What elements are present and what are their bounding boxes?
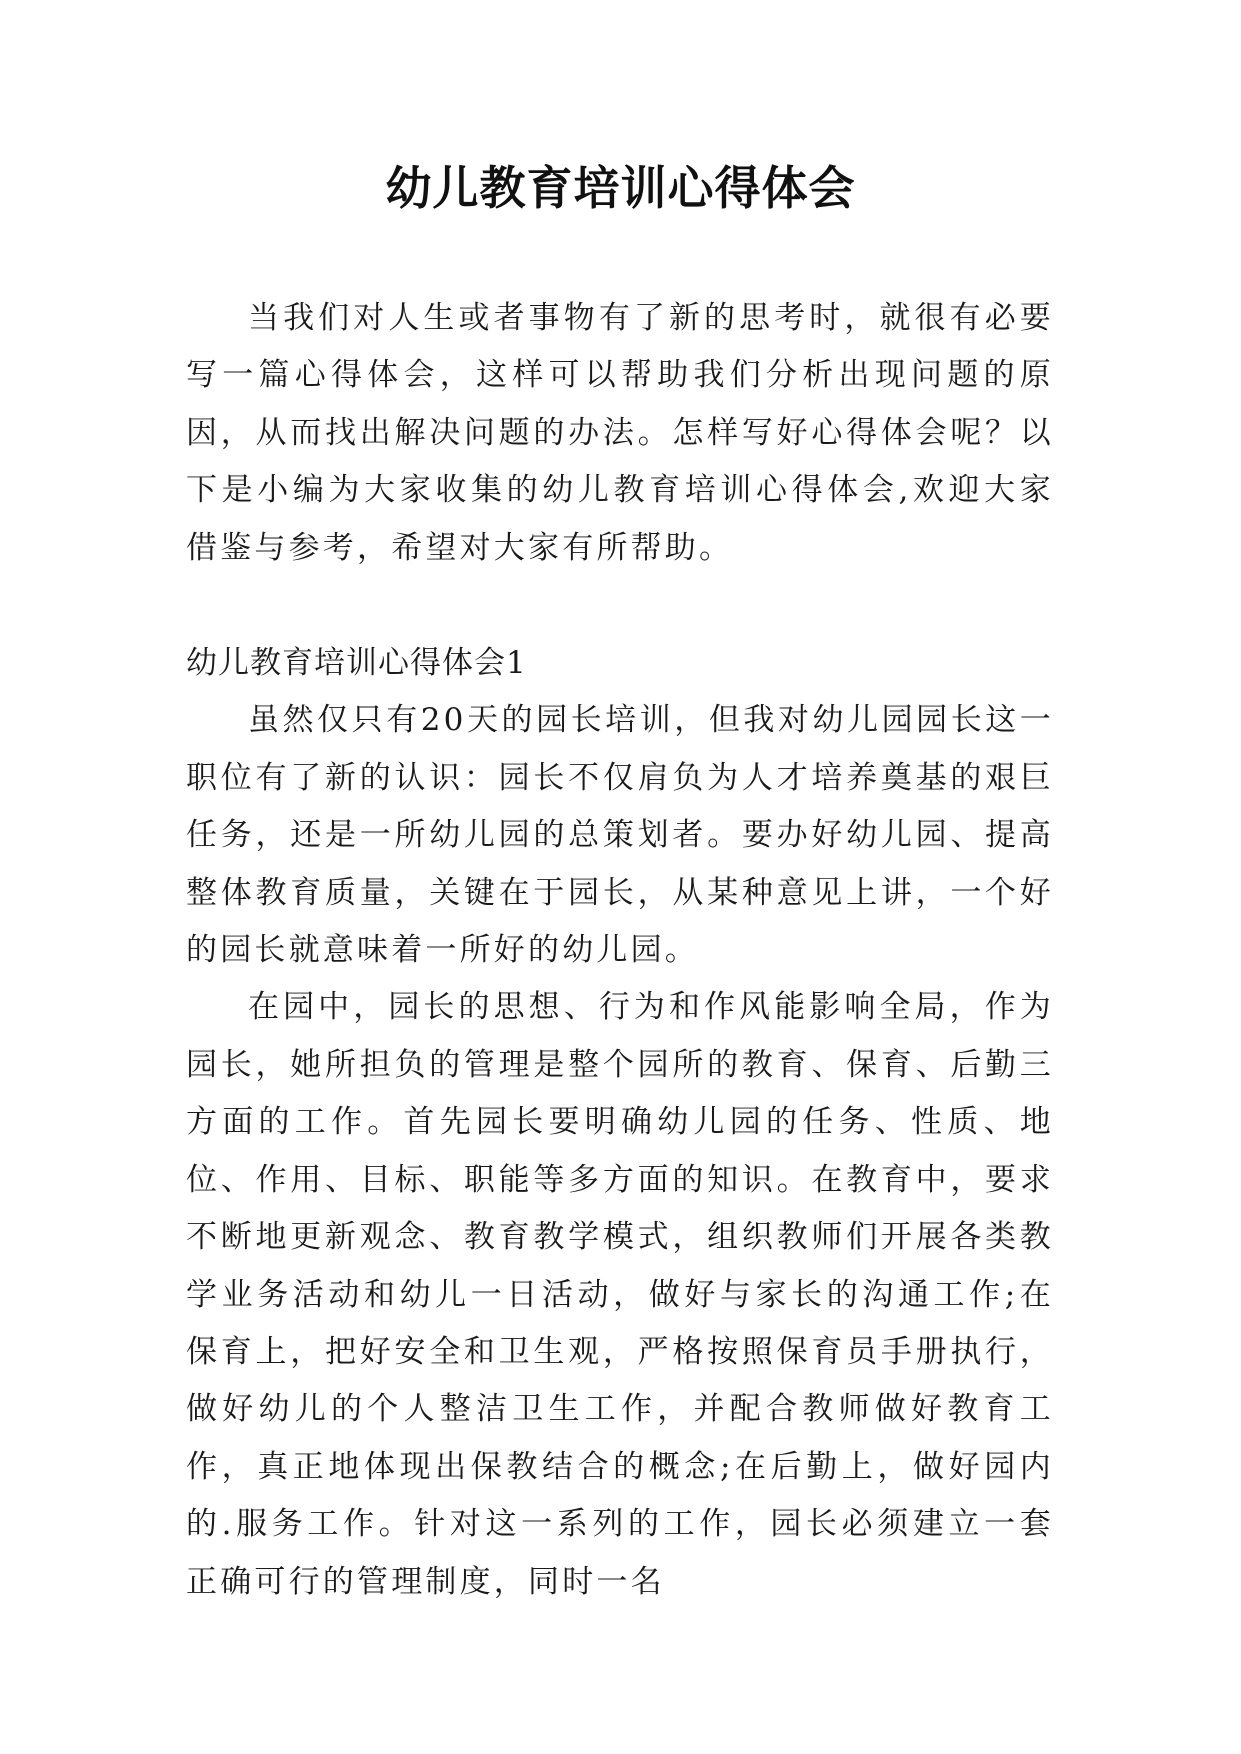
body-paragraph-1: 虽然仅只有20天的园长培训，但我对幼儿园园长这一职位有了新的认识：园长不仅肩负为人才培养奠基的艰巨任务，还是一所幼儿园的总策划者。要办好幼儿园、提高整体教育质量，关键在于园长，从某种意见上讲，一个好的园长就意味着一所好的幼儿园。	[186, 702, 1054, 969]
document-title: 幼儿教育培训心得体会	[385, 161, 856, 215]
document-body	[186, 290, 1054, 1611]
intro-paragraph: 当我们对人生或者事物有了新的思考时，就很有必要写一篇心得体会，这样可以帮助我们分析出现问题的原因，从而找出解决问题的办法。怎样写好心得体会呢？以下是小编为大家收集的幼儿教育培训心得体会,欢迎大家借鉴与参考，希望对大家有所帮助。	[186, 300, 1054, 566]
section-heading: 幼儿教育培训心得体会1	[186, 645, 527, 682]
body-paragraph-2: 在园中，园长的思想、行为和作风能影响全局，作为园长，她所担负的管理是整个园所的教育、保育、后勤三方面的工作。首先园长要明确幼儿园的任务、性质、地位、作用、目标、职能等多方面的知识。在教育中，要求不断地更新观念、教育教学模式，组织教师们开展各类教学业务活动和幼儿一日活动，做好与家长的沟通工作;在保育上，把好安全和卫生观，严格按照保育员手册执行，做好幼儿的个人整洁卫生工作，并配合教师做好教育工作，真正地体现出保教结合的概念;在后勤上，做好园内的.服务工作。针对这一系列的工作，园长必须建立一套正确可行的管理制度，同时一名	[186, 989, 1054, 1600]
